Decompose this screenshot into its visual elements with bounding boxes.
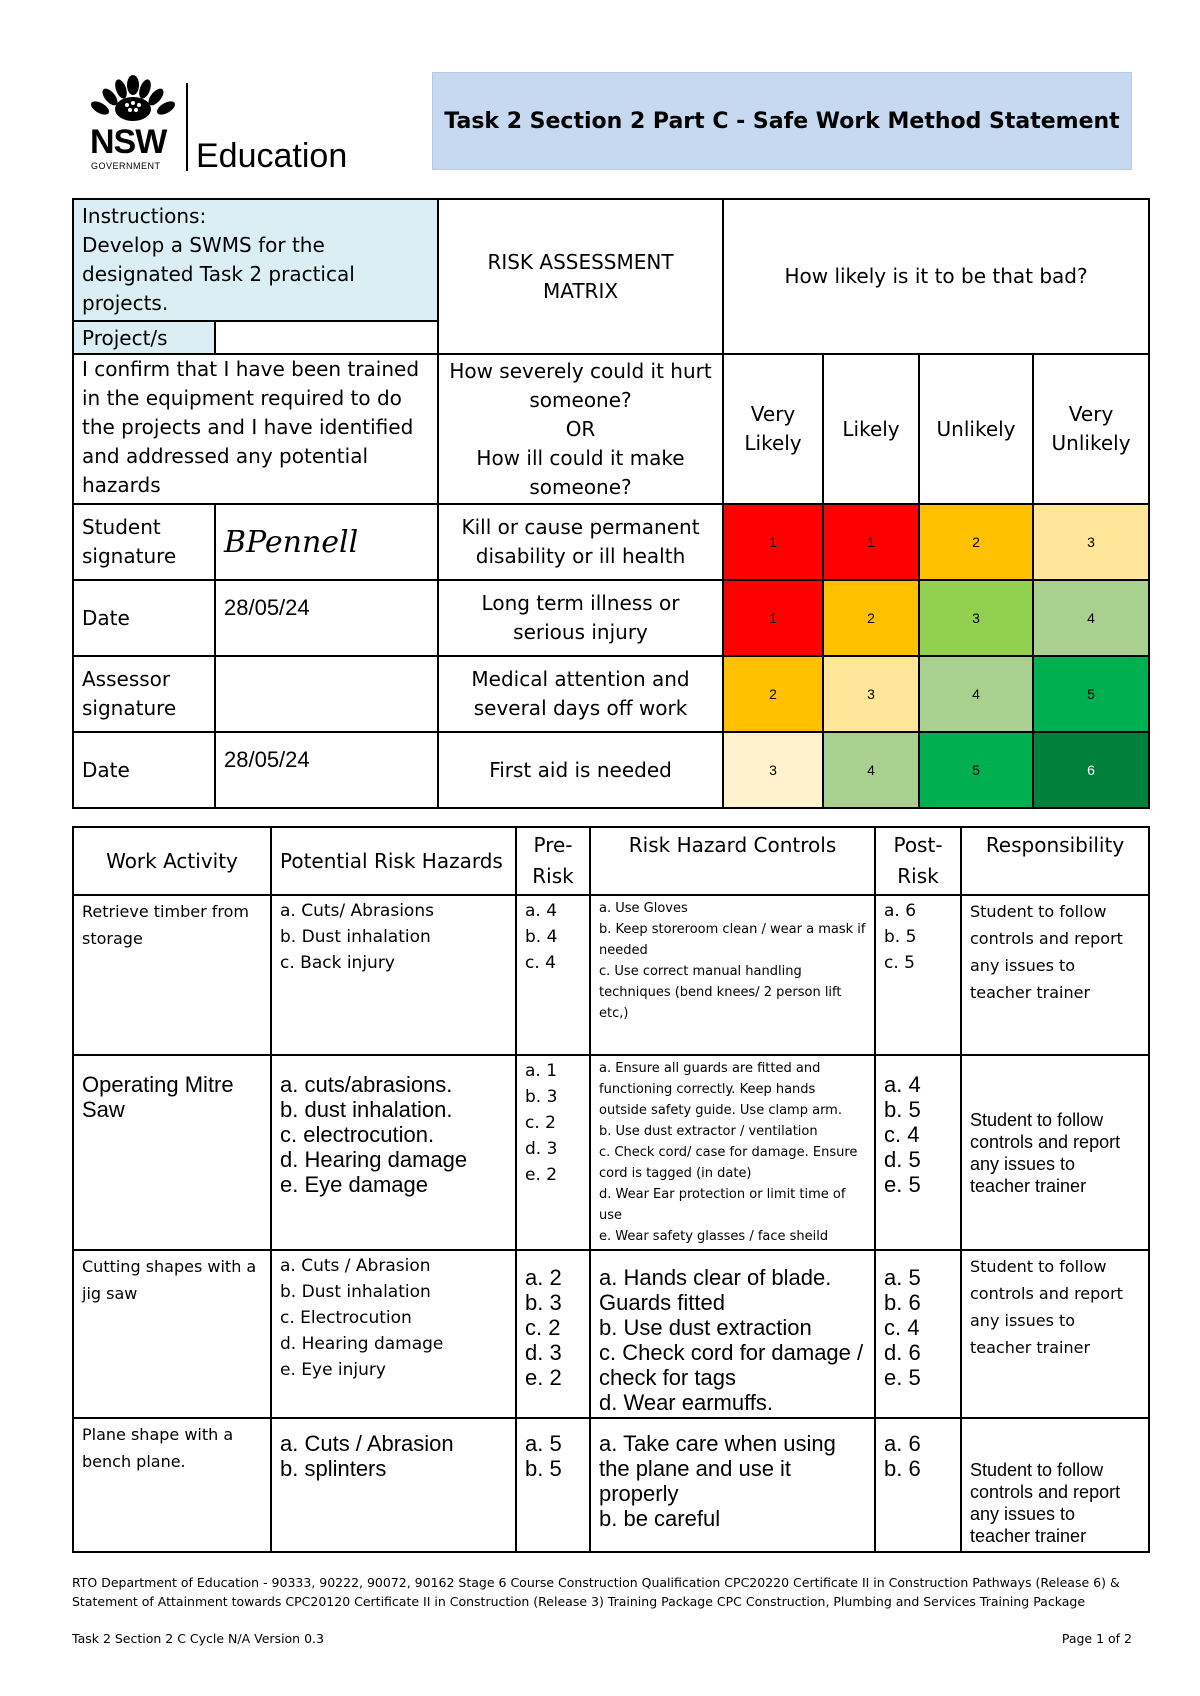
list-item: e. Eye damage — [280, 1172, 428, 1197]
severity-row-2: Long term illness or serious injury — [438, 580, 723, 656]
table-row — [73, 1055, 1149, 1250]
instructions-cell — [73, 199, 438, 321]
list-item: d. 6 — [884, 1340, 921, 1365]
table-row — [73, 1250, 1149, 1418]
page-number: Page 1 of 2 — [1061, 1631, 1132, 1646]
matrix-title: RISK ASSESSMENT MATRIX — [438, 199, 723, 354]
logo-nsw: NSW — [90, 123, 167, 161]
matrix-cell: 1 — [723, 504, 823, 580]
list-item: a. Cuts / Abrasion — [280, 1256, 431, 1276]
list-item: b. splinters — [280, 1456, 387, 1481]
list-item: c. 4 — [525, 953, 556, 973]
list-item: b. 5 — [884, 927, 917, 947]
matrix-cell: 2 — [723, 656, 823, 732]
post-risk-cell — [875, 1250, 961, 1418]
matrix-cell: 5 — [1033, 656, 1149, 732]
hazards-cell — [271, 1055, 516, 1250]
list-item: c. Back injury — [280, 953, 395, 973]
list-item: b. Use dust extractor / ventilation — [599, 1124, 818, 1139]
list-item: e. Eye injury — [280, 1360, 386, 1380]
responsibility-cell: Student to follow controls and report any issues to teacher trainer — [961, 1250, 1149, 1418]
list-item: c. Electrocution — [280, 1308, 412, 1328]
responsibility-cell: Student to follow controls and report any issues to teacher trainer — [961, 1055, 1149, 1250]
list-item: c. Use correct manual handling techniques (bend knees/ 2 person lift etc,) — [599, 964, 842, 1021]
matrix-cell: 4 — [823, 732, 919, 808]
activity-cell: Operating Mitre Saw — [73, 1055, 271, 1250]
project-field[interactable] — [215, 321, 438, 354]
logo-divider — [186, 83, 188, 171]
list-item: b. 3 — [525, 1290, 562, 1315]
list-item: d. Wear earmuffs. — [599, 1390, 774, 1415]
list-item: c. 4 — [884, 1122, 920, 1147]
list-item: e. 5 — [884, 1365, 921, 1390]
instructions-label: Instructions: — [82, 204, 207, 228]
list-item: b. Dust inhalation — [280, 1282, 431, 1302]
list-item: a. 4 — [884, 1072, 921, 1097]
severity-row-3: Medical attention and several days off work — [438, 656, 723, 732]
assessor-signature-field[interactable] — [215, 656, 438, 732]
list-item: d. 3 — [525, 1340, 562, 1365]
severity-row-1: Kill or cause permanent disability or ill health — [438, 504, 723, 580]
list-item: a. 5 — [525, 1431, 562, 1456]
responsibility-cell: Student to follow controls and report any issues to teacher trainer — [961, 895, 1149, 1055]
activity-cell: Cutting shapes with a jig saw — [73, 1250, 271, 1418]
col-unlikely: Unlikely — [919, 354, 1033, 504]
list-item: b. 5 — [884, 1097, 921, 1122]
list-item: b. 5 — [525, 1456, 562, 1481]
header-responsibility: Responsibility — [961, 827, 1149, 895]
list-item: c. 4 — [884, 1315, 920, 1340]
matrix-cell: 5 — [919, 732, 1033, 808]
activity-cell: Plane shape with a bench plane. — [73, 1418, 271, 1552]
matrix-cell: 2 — [823, 580, 919, 656]
controls-cell — [590, 1055, 875, 1250]
list-item: b. be careful — [599, 1506, 721, 1531]
header-work-activity: Work Activity — [73, 827, 271, 895]
list-item: a. Cuts/ Abrasions — [280, 901, 434, 921]
list-item: b. Keep storeroom clean / wear a mask if needed — [599, 922, 866, 958]
confirm-statement: I confirm that I have been trained in the equipment required to do the projects and I have identified and addressed any potential hazards — [73, 354, 438, 504]
list-item: a. 5 — [884, 1265, 921, 1290]
list-item: a. 6 — [884, 901, 917, 921]
logo-government: GOVERNMENT — [91, 161, 161, 171]
list-item: b. Dust inhalation — [280, 927, 431, 947]
assessor-signature-label: Assessor signature — [73, 656, 215, 732]
list-item: e. 2 — [525, 1165, 558, 1185]
severity-or: OR — [565, 416, 596, 441]
list-item: c. 2 — [525, 1113, 556, 1133]
matrix-cell: 6 — [1033, 732, 1149, 808]
header-potential-risk-hazards: Potential Risk Hazards — [271, 827, 516, 895]
date1-field[interactable]: 28/05/24 — [215, 580, 438, 656]
list-item: c. Check cord/ case for damage. Ensure cord is tagged (in date) — [599, 1145, 858, 1181]
pre-risk-cell — [516, 1250, 590, 1418]
list-item: c. Check cord for damage / check for tags — [599, 1340, 864, 1390]
list-item: c. 2 — [525, 1315, 561, 1340]
list-item: b. 6 — [884, 1456, 921, 1481]
likelihood-question: How likely is it to be that bad? — [723, 199, 1149, 354]
footer-text: RTO Department of Education - 90333, 90222, 90072, 90162 Stage 6 Course Construction Qualification CPC20220 Certificate II in Construction Pathways (Release 6) & Statement of Attainment towards CPC20120 Certificate II in Construction (Release 3) Training Package CPC Construction, Plumbing and Services Training Package — [72, 1575, 1120, 1609]
list-item: e. Wear safety glasses / face sheild — [599, 1229, 829, 1244]
list-item: b. dust inhalation. — [280, 1097, 453, 1122]
matrix-cell: 3 — [919, 580, 1033, 656]
severity-row-4: First aid is needed — [438, 732, 723, 808]
list-item: b. 3 — [525, 1087, 558, 1107]
pre-risk-cell — [516, 1418, 590, 1552]
pre-risk-cell — [516, 895, 590, 1055]
controls-cell — [590, 1418, 875, 1552]
footer-doc-id: Task 2 Section 2 C Cycle N/A Version 0.3 — [72, 1631, 324, 1646]
matrix-cell: 3 — [1033, 504, 1149, 580]
project-label: Project/s — [73, 321, 215, 354]
swms-table — [72, 826, 1150, 1553]
header-pre-risk: Pre-Risk — [516, 827, 590, 895]
list-item: a. Ensure all guards are fitted and functioning correctly. Keep hands outside safety guide. Use clamp arm. — [599, 1061, 842, 1118]
date2-label: Date — [73, 732, 215, 808]
col-very-likely: Very Likely — [723, 354, 823, 504]
list-item: e. 5 — [884, 1172, 921, 1197]
activity-cell: Retrieve timber from storage — [73, 895, 271, 1055]
nsw-education-logo — [88, 75, 358, 175]
page-title: Task 2 Section 2 Part C - Safe Work Method Statement — [444, 108, 1120, 134]
header-risk-hazard-controls: Risk Hazard Controls — [590, 827, 875, 895]
responsibility-cell: Student to follow controls and report any issues to teacher trainer — [961, 1418, 1149, 1552]
list-item: a. 2 — [525, 1265, 562, 1290]
list-item: d. Wear Ear protection or limit time of use — [599, 1187, 846, 1223]
list-item: a. 4 — [525, 901, 558, 921]
list-item: a. Use Gloves — [599, 901, 688, 916]
controls-cell — [590, 1250, 875, 1418]
table-row — [73, 1418, 1149, 1552]
post-risk-cell — [875, 1418, 961, 1552]
list-item: a. Take care when using the plane and use it properly — [599, 1431, 836, 1506]
instructions-text: Develop a SWMS for the designated Task 2 practical projects. — [82, 233, 355, 315]
date1-label: Date — [73, 580, 215, 656]
list-item: a. cuts/abrasions. — [280, 1072, 453, 1097]
matrix-cell: 1 — [723, 580, 823, 656]
student-signature-field[interactable]: BPennell — [215, 504, 438, 580]
controls-cell — [590, 895, 875, 1055]
list-item: b. 6 — [884, 1290, 921, 1315]
pre-risk-cell — [516, 1055, 590, 1250]
title-banner — [432, 72, 1132, 170]
list-item: e. 2 — [525, 1365, 562, 1390]
matrix-cell: 3 — [823, 656, 919, 732]
post-risk-cell — [875, 1055, 961, 1250]
matrix-cell: 4 — [1033, 580, 1149, 656]
severity-question-1: How severely could it hurt someone? — [449, 358, 712, 412]
col-very-unlikely: Very Unlikely — [1033, 354, 1149, 504]
matrix-cell: 1 — [823, 504, 919, 580]
header-post-risk: Post-Risk — [875, 827, 961, 895]
logo-education: Education — [196, 137, 348, 175]
severity-question — [438, 354, 723, 504]
date2-field[interactable]: 28/05/24 — [215, 732, 438, 808]
list-item: a. Cuts / Abrasion — [280, 1431, 454, 1456]
waratah-icon — [88, 75, 178, 127]
list-item: d. Hearing damage — [280, 1147, 468, 1172]
list-item: a. 6 — [884, 1431, 921, 1456]
hazards-cell — [271, 895, 516, 1055]
col-likely: Likely — [823, 354, 919, 504]
list-item: d. 3 — [525, 1139, 558, 1159]
list-item: d. 5 — [884, 1147, 921, 1172]
list-item: c. 5 — [884, 953, 915, 973]
list-item: b. Use dust extraction — [599, 1315, 812, 1340]
list-item: a. 1 — [525, 1061, 558, 1081]
footer-bottom — [72, 1631, 1132, 1646]
list-item: b. 4 — [525, 927, 558, 947]
table-row — [73, 895, 1149, 1055]
post-risk-cell — [875, 895, 961, 1055]
student-signature-label: Student signature — [73, 504, 215, 580]
matrix-cell: 4 — [919, 656, 1033, 732]
matrix-cell: 2 — [919, 504, 1033, 580]
risk-assessment-table — [72, 198, 1150, 809]
hazards-cell — [271, 1250, 516, 1418]
severity-question-2: How ill could it make someone? — [476, 445, 685, 499]
list-item: a. Hands clear of blade. Guards fitted — [599, 1265, 832, 1315]
hazards-cell — [271, 1418, 516, 1552]
matrix-cell: 3 — [723, 732, 823, 808]
list-item: c. electrocution. — [280, 1122, 435, 1147]
list-item: d. Hearing damage — [280, 1334, 444, 1354]
